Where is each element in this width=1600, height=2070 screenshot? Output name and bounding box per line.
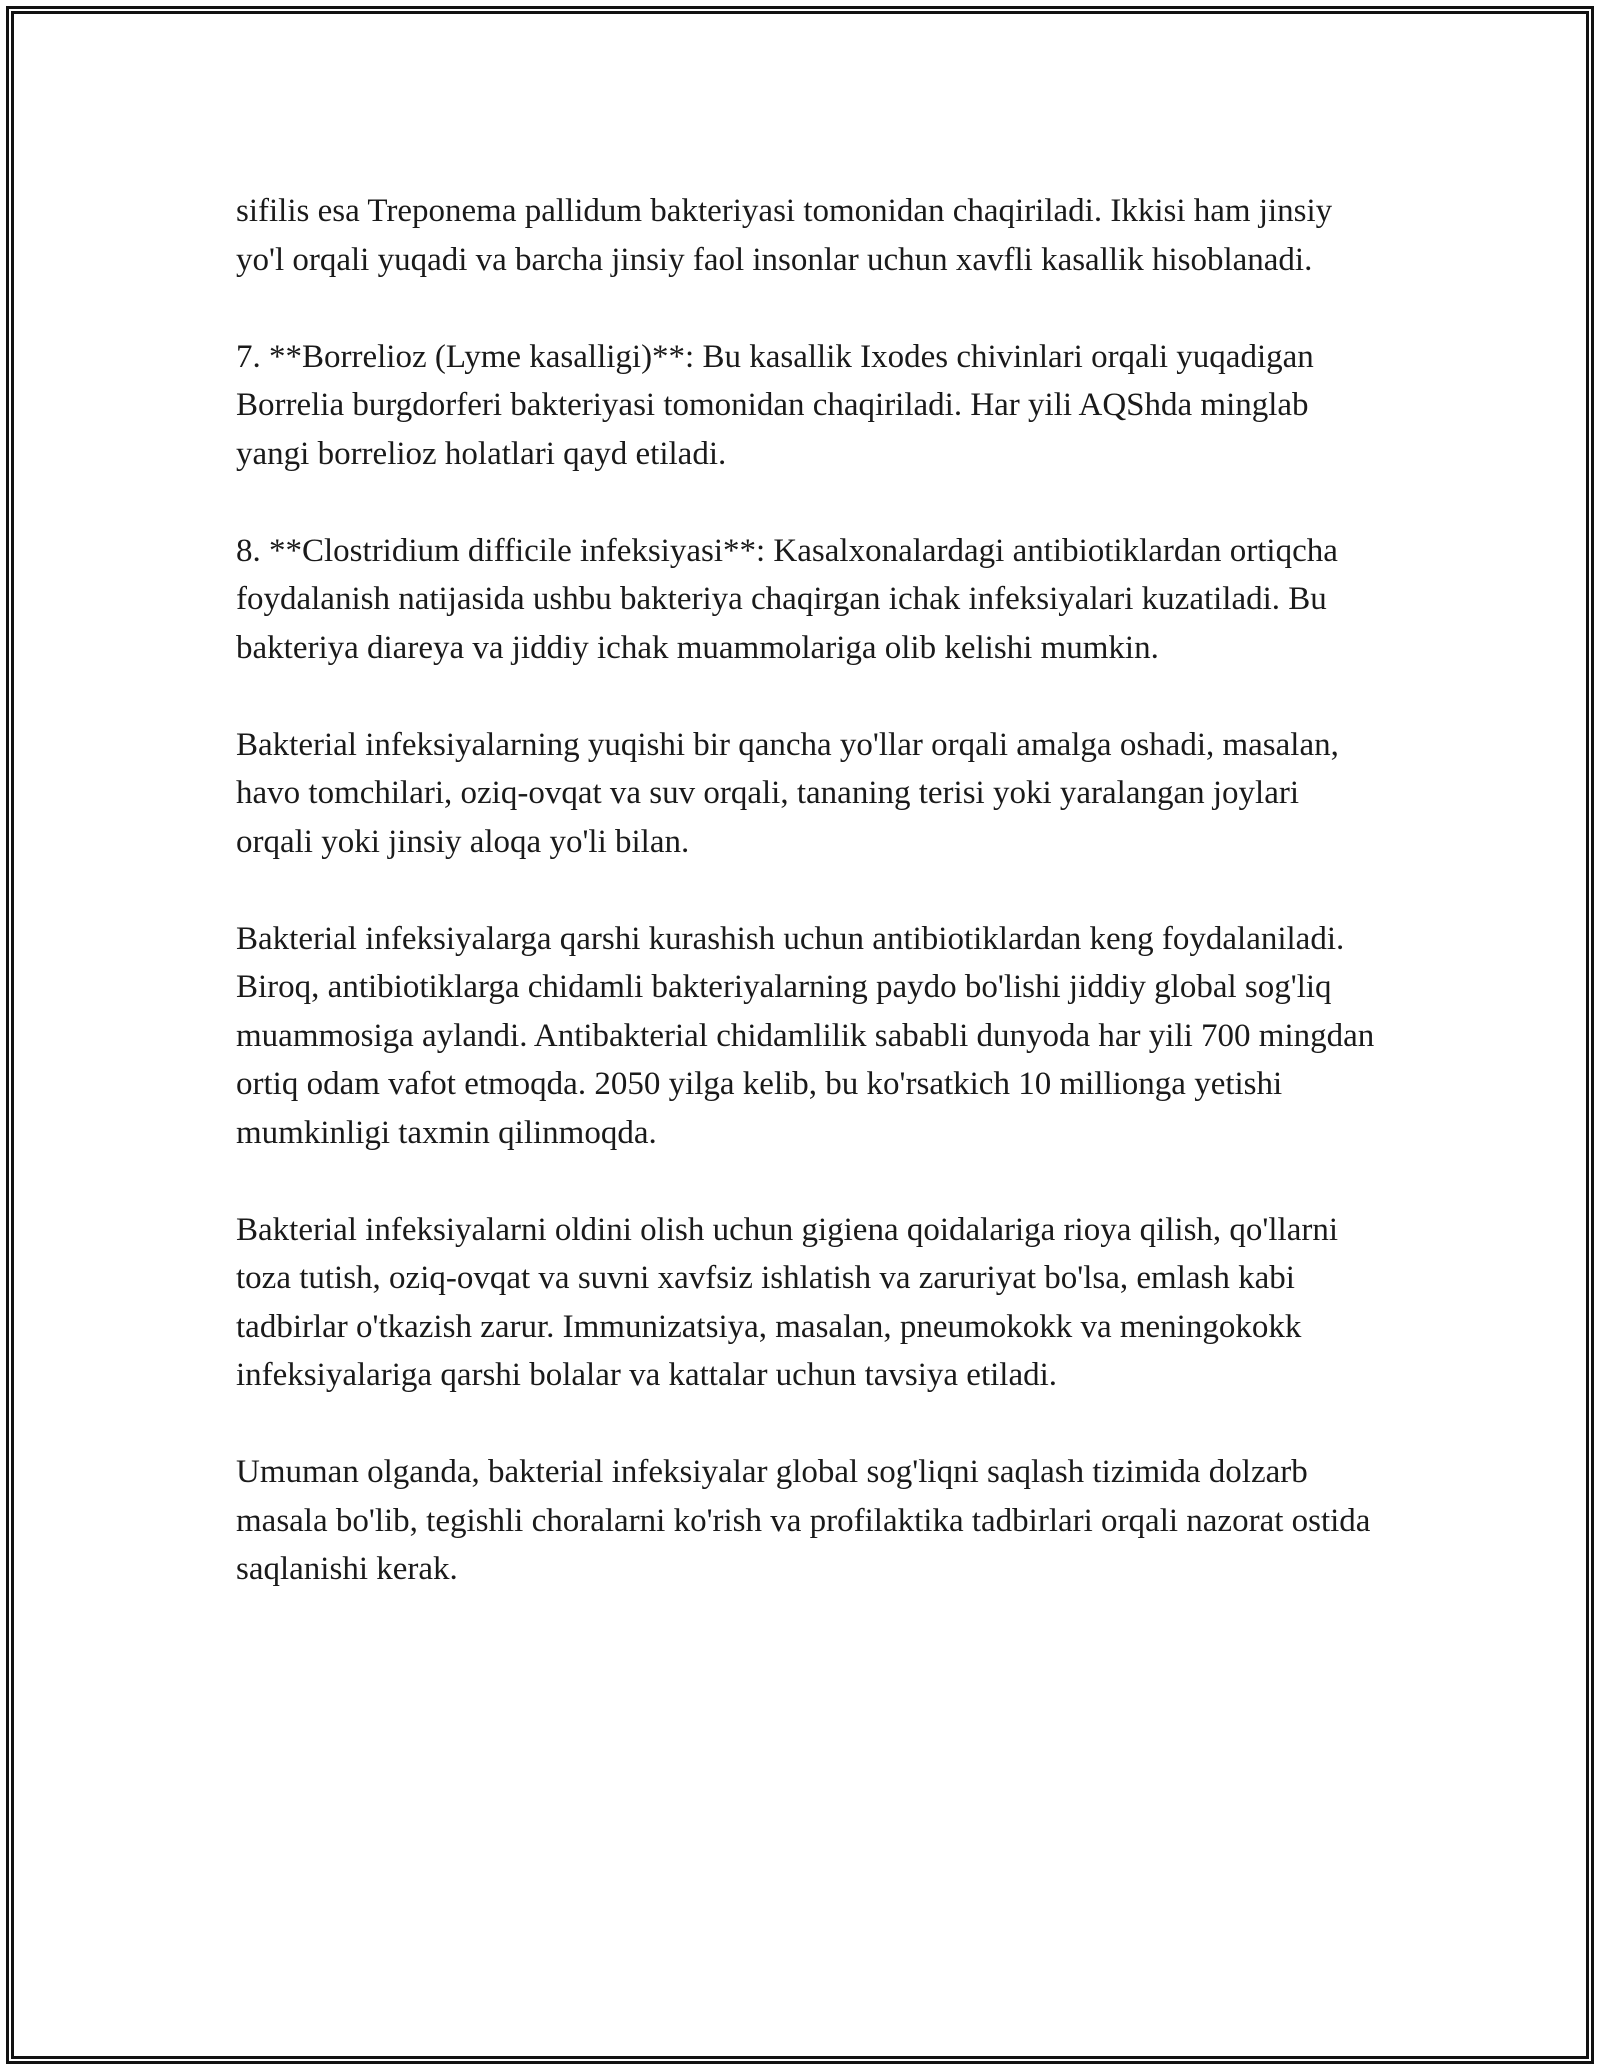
paragraph-clostridium: 8. **Clostridium difficile infeksiyasi**: Kasalxonalardagi antibiotiklardan ortiqcha foydalanish natijasida ushbu bakteriya chaqirgan ichak infeksiyalari kuzatiladi. Bu bakteriya diareya va jiddiy ichak muammolariga olib kelishi mumkin. (236, 532, 1338, 666)
paragraph-prevention: Bakterial infeksiyalarni oldini olish uchun gigiena qoidalariga rioya qilish, qo'llarni toza tutish, oziq-ovqat va suvni xavfsiz ishlatish va zaruriyat bo'lsa, emlash kabi tadbirlar o'tkazish zarur. Immunizatsiya, masalan, pneumokokk va meningokokk infeksiyalariga qarshi bolalar va kattalar uchun tavsiya etiladi. (236, 1211, 1339, 1393)
document-body (236, 187, 1381, 1642)
paragraph-borreliosis: 7. **Borrelioz (Lyme kasalligi)**: Bu kasallik Ixodes chivinlari orqali yuqadigan Borrelia burgdorferi bakteriyasi tomonidan chaqiriladi. Har yili AQShda minglab yangi borrelioz holatlari qayd etiladi. (236, 338, 1314, 472)
paragraph-conclusion: Umuman olganda, bakterial infeksiyalar global sog'liqni saqlash tizimida dolzarb masala bo'lib, tegishli choralarni ko'rish va profilaktika tadbirlari orqali nazorat ostida saqlanishi kerak. (236, 1454, 1371, 1587)
paragraph-transmission: Bakterial infeksiyalarning yuqishi bir qancha yo'llar orqali amalga oshadi, masalan, havo tomchilari, oziq-ovqat va suv orqali, tananing terisi yoki yaralangan joylari orqali yoki jinsiy aloqa yo'li bilan. (236, 726, 1339, 860)
paragraph-syphilis-continued: sifilis esa Treponema pallidum bakteriyasi tomonidan chaqiriladi. Ikkisi ham jinsiy yo'l orqali yuqadi va barcha jinsiy faol insonlar uchun xavfli kasallik hisoblanadi. (236, 193, 1333, 278)
paragraph-antibiotics: Bakterial infeksiyalarga qarshi kurashish uchun antibiotiklardan keng foydalaniladi. Biroq, antibiotiklarga chidamli bakteriyalarning paydo bo'lishi jiddiy global sog'liq muammosiga aylandi. Antibakterial chidamlilik sababli dunyoda har yili 700 mingdan ortiq odam vafot etmoqda. 2050 yilga kelib, bu ko'rsatkich 10 millionga yetishi mumkinligi taxmin qilinmoqda. (236, 920, 1375, 1151)
